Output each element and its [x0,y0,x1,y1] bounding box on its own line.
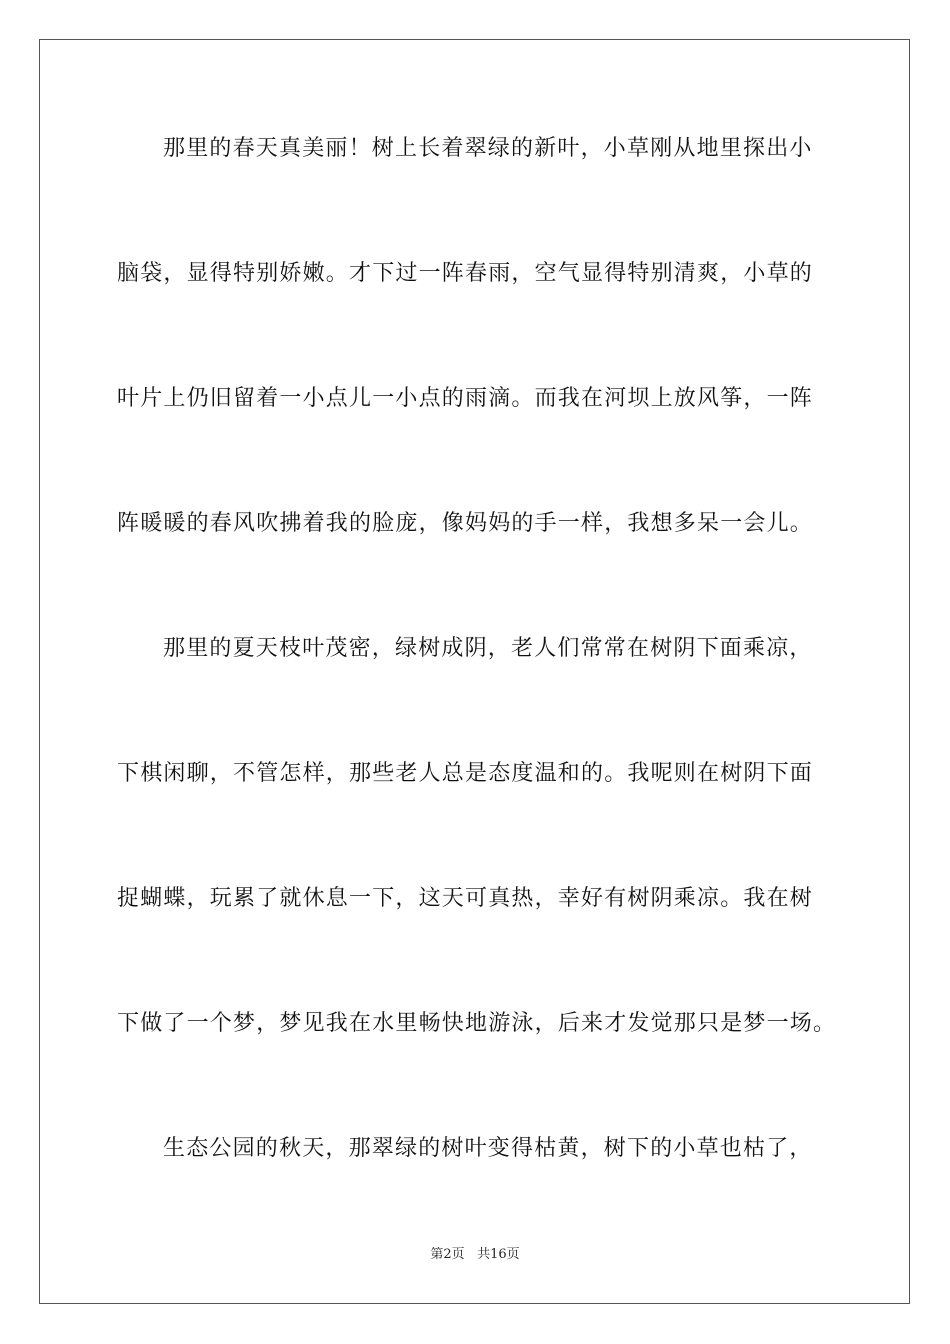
paragraph-2-line-2: 下棋闲聊，不管怎样，那些老人总是态度温和的。我呢则在树阴下面 [117,761,814,786]
paragraph-1-line-2: 脑袋，显得特别娇嫩。才下过一阵春雨，空气显得特别清爽，小草的 [117,261,814,286]
paragraph-2-line-1: 那里的夏天枝叶茂密，绿树成阴，老人们常常在树阴下面乘凉， [163,636,813,661]
paragraph-1-line-3: 叶片上仍旧留着一小点儿一小点的雨滴。而我在河坝上放风筝，一阵 [117,386,814,411]
paragraph-2-line-4: 下做了一个梦，梦见我在水里畅快地游泳，后来才发觉那只是梦一场。 [117,1011,837,1036]
paragraph-2-line-3: 捉蝴蝶，玩累了就休息一下，这天可真热，幸好有树阴乘凉。我在树 [117,886,814,911]
paragraph-3-line-1: 生态公园的秋天，那翠绿的树叶变得枯黄，树下的小草也枯了， [163,1136,813,1161]
paragraph-1-line-4: 阵暖暖的春风吹拂着我的脸庞，像妈妈的手一样，我想多呆一会儿。 [117,511,814,536]
page-border [39,39,910,1304]
page-number: 第2页 [430,1247,465,1262]
total-pages: 共16页 [477,1247,520,1262]
paragraph-1-line-1: 那里的春天真美丽！树上长着翠绿的新叶，小草刚从地里探出小 [163,136,813,161]
page-footer [0,1246,950,1264]
